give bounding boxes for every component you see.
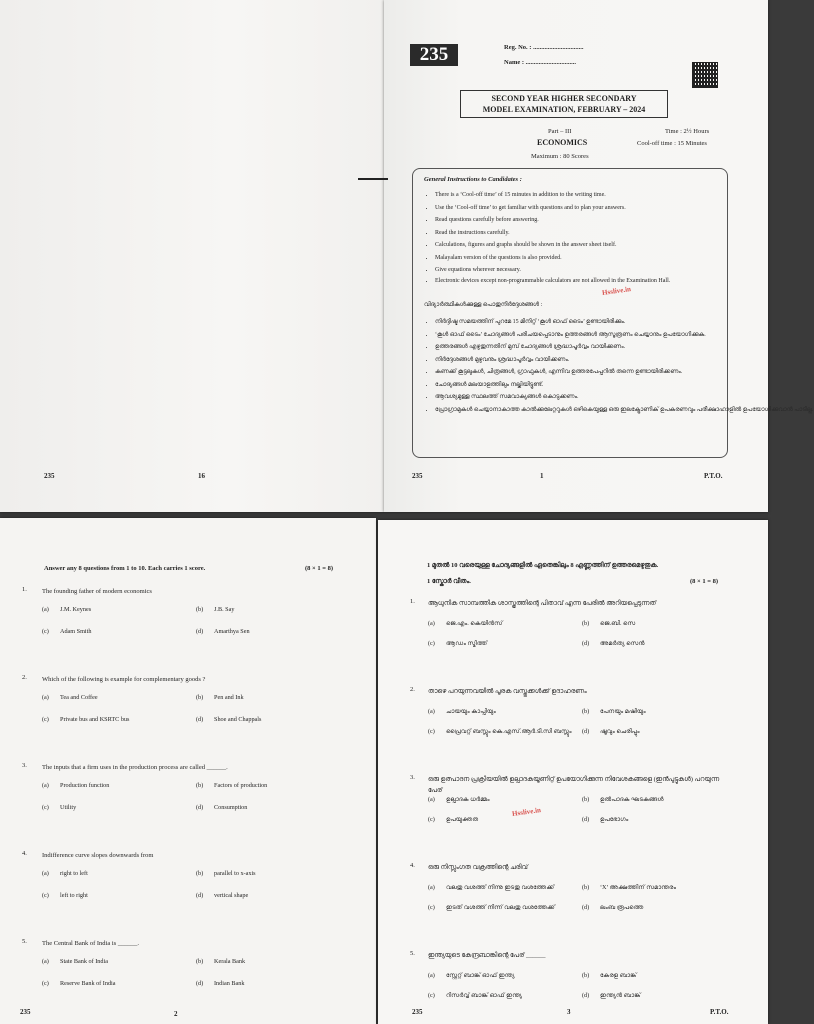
name-label: Name : ............................... — [504, 59, 577, 66]
maximum-score: Maximum : 80 Scores — [531, 153, 589, 160]
option-label-b: (b) — [196, 694, 204, 701]
question-number: 2. — [22, 674, 27, 681]
option-b: Kerala Bank — [214, 958, 246, 965]
instruction-item: • Electronic devices except non-programmable calculators are not allowed in the Examination Hall. — [435, 277, 723, 285]
option-label-a: (a) — [428, 796, 435, 803]
option-label-c: (c) — [428, 728, 435, 735]
footer-pto: P.T.O. — [710, 1008, 729, 1016]
option-d: Indian Bank — [214, 980, 245, 987]
footer-code: 235 — [412, 1008, 423, 1016]
option-label-d: (d) — [582, 992, 590, 999]
instruction-item: • There is a ‘Cool-off time’ of 15 minutes in addition to the writing time. — [435, 189, 723, 202]
option-label-c: (c) — [428, 904, 435, 911]
option-a: ചായയും കാപ്പിയും — [446, 708, 496, 715]
page-16 — [0, 0, 384, 512]
question-text: താഴെ പറയുന്നവയിൽ പൂരക വസ്തുക്കൾക്ക് ഉദാഹരണം — [428, 688, 587, 695]
option-c: Reserve Bank of India — [60, 980, 116, 987]
option-label-d: (d) — [582, 728, 590, 735]
option-label-b: (b) — [582, 972, 590, 979]
option-label-a: (a) — [42, 606, 49, 613]
option-label-c: (c) — [42, 892, 49, 899]
option-a: State Bank of India — [60, 958, 108, 965]
option-a: സ്റ്റേറ്റ് ബാങ്ക് ഓഫ് ഇന്ത്യ — [446, 972, 515, 979]
option-d: ഉപഭോഗം — [600, 816, 629, 823]
option-a: J.M. Keynes — [60, 606, 92, 613]
instruction-item: • Give equations wherever necessary. — [435, 264, 723, 277]
question-text: Indifference curve slopes downwards from — [42, 852, 154, 859]
instruction-item: • Read the instructions carefully. — [435, 227, 723, 240]
part-label: Part – III — [548, 128, 572, 135]
option-label-c: (c) — [42, 628, 49, 635]
option-label-d: (d) — [196, 980, 204, 987]
option-label-a: (a) — [42, 694, 49, 701]
option-label-d: (d) — [196, 716, 204, 723]
option-label-b: (b) — [196, 958, 204, 965]
footer-page-number: 16 — [198, 472, 205, 480]
instruction-item: • Read questions carefully before answering. — [435, 214, 723, 227]
question-text: ഇന്ത്യയുടെ കേന്ദ്രബാങ്കിന്റെ പേര് ______ — [428, 952, 546, 959]
question-text: The inputs that a firm uses in the production process are called ______. — [42, 764, 228, 771]
option-label-c: (c) — [428, 816, 435, 823]
question-number: 2. — [410, 686, 415, 693]
question-number: 4. — [410, 862, 415, 869]
option-c: Private bus and KSRTC bus — [60, 716, 130, 723]
exam-title — [460, 90, 668, 118]
question-number: 1. — [410, 598, 415, 605]
option-label-a: (a) — [428, 884, 435, 891]
option-c: Utility — [60, 804, 77, 811]
option-b: parallel to x-axis — [214, 870, 256, 877]
option-label-d: (d) — [582, 640, 590, 647]
question-text: ഒരു ഉത്പാദന പ്രക്രിയയിൽ ഉല്പാദകയൂണിറ്റ് ഉപയോഗിക്കുന്ന നിവേശകങ്ങളെ (ഇൻപുട്ടുകൾ) പറയുന്ന പേര് — [428, 776, 720, 794]
option-b: Pen and Ink — [214, 694, 244, 701]
footer-page-number: 3 — [567, 1008, 571, 1016]
option-label-d: (d) — [196, 628, 204, 635]
section-score: (8 × 1 = 8) — [305, 565, 333, 572]
time-label: Time : 2½ Hours — [665, 128, 710, 135]
exam-title-line-1: SECOND YEAR HIGHER SECONDARY — [491, 94, 637, 103]
option-label-b: (b) — [582, 620, 590, 627]
footer-page-number: 1 — [540, 472, 544, 480]
option-d: Shoe and Chappals — [214, 716, 262, 723]
option-a: ഉല്പാദക ധർമ്മം — [446, 796, 490, 803]
malayalam-instructions-heading: വിദ്യാർത്ഥികൾക്കുള്ള പൊതുനിർദ്ദേശങ്ങൾ : — [424, 302, 543, 308]
option-a: Tea and Coffee — [60, 694, 98, 701]
question-text: ആധുനിക സാമ്പത്തിക ശാസ്ത്രത്തിന്റെ പിതാവ് എന്ന പേരിൽ അറിയപ്പെടുന്നത് — [428, 600, 657, 607]
question-number: 4. — [22, 850, 27, 857]
subject-label: ECONOMICS — [537, 138, 588, 147]
option-b: കേരള ബാങ്ക് — [600, 972, 637, 979]
option-label-b: (b) — [196, 870, 204, 877]
option-b: പേനയും മഷിയും — [600, 708, 646, 715]
option-label-b: (b) — [582, 884, 590, 891]
option-label-a: (a) — [42, 782, 49, 789]
malayalam-instruction-item: • കണക്ക് കൂട്ടലുകൾ, ചിത്രങ്ങൾ, ഗ്രാഫുകൾ, എന്നിവ ഉത്തരപേപ്പറിൽ തന്നെ ഉണ്ടായിരിക്കണം. — [435, 367, 723, 378]
question-code-box: 235 — [410, 44, 458, 66]
question-text: Which of the following is example for complementary goods ? — [42, 676, 206, 683]
cooloff-label: Cool-off time : 15 Minutes — [637, 140, 707, 147]
option-c: റിസർവ്വ് ബാങ്ക് ഓഫ് ഇന്ത്യ — [446, 992, 523, 999]
option-d: ലംബ രൂപത്തെ — [600, 904, 644, 911]
malayalam-instruction-item: • ചോദ്യങ്ങൾ മലയാളത്തിലും നല്കിയിട്ടുണ്ട്. — [435, 380, 723, 391]
instructions-list — [423, 189, 723, 285]
option-label-b: (b) — [582, 708, 590, 715]
watermark: Hsslive.in — [601, 285, 632, 297]
option-label-a: (a) — [428, 972, 435, 979]
option-label-d: (d) — [196, 892, 204, 899]
option-c: Adam Smith — [60, 628, 92, 635]
question-text: The founding father of modern economics — [42, 588, 152, 595]
reg-no-label: Reg. No. : ............................... — [504, 44, 584, 51]
option-label-a: (a) — [42, 958, 49, 965]
option-label-b: (b) — [196, 606, 204, 613]
malayalam-instruction-item: • ആവശ്യമുള്ള സ്ഥലത്ത് സമവാക്യങ്ങൾ കൊടുക്കണം. — [435, 392, 723, 403]
option-d: ഷൂവും ചെരിപ്പും — [600, 728, 640, 735]
option-label-c: (c) — [42, 804, 49, 811]
question-number: 3. — [410, 774, 415, 781]
option-d: Amarthya Sen — [214, 628, 250, 635]
instruction-item: • Calculations, figures and graphs should be shown in the answer sheet itself. — [435, 239, 723, 252]
footer-pto: P.T.O. — [704, 472, 723, 480]
option-c: പ്രൈവറ്റ് ബസ്സും കെ.എസ്.ആർ.ടി.സി ബസ്സും — [446, 728, 572, 735]
option-a: വലതു വശത്ത് നിന്നു ഇടതു വശത്തേക്ക് — [446, 884, 555, 891]
question-number: 5. — [22, 938, 27, 945]
option-label-c: (c) — [428, 640, 435, 647]
option-d: ഇന്ത്യൻ ബാങ്ക് — [600, 992, 641, 999]
page-3-malayalam — [378, 520, 768, 1024]
footer-page-number: 2 — [174, 1010, 178, 1018]
option-a: Production function — [60, 782, 110, 789]
footer-code: 235 — [20, 1008, 31, 1016]
option-label-b: (b) — [196, 782, 204, 789]
option-label-b: (b) — [582, 796, 590, 803]
instruction-item: • Malayalam version of the questions is also provided. — [435, 252, 723, 265]
option-label-d: (d) — [196, 804, 204, 811]
footer-code: 235 — [412, 472, 423, 480]
option-a: right to left — [60, 870, 88, 877]
option-b: ജെ.ബി. സെ — [600, 620, 636, 627]
footer-code: 235 — [44, 472, 55, 480]
watermark: Hsslive.in — [511, 806, 542, 818]
option-d: അമർത്യ സെൻ — [600, 640, 645, 647]
malayalam-instruction-item: • ഉത്തരങ്ങൾ എഴുതുന്നതിന് മുമ്പ് ചോദ്യങ്ങൾ ശ്രദ്ധാപൂർവ്വം വായിക്കണം. — [435, 342, 723, 353]
option-a: ജെ.എം. കെയിൻസ് — [446, 620, 503, 627]
option-label-a: (a) — [428, 708, 435, 715]
option-c: left to right — [60, 892, 88, 899]
exam-title-line-2: MODEL EXAMINATION, FEBRUARY – 2024 — [482, 105, 646, 114]
option-label-d: (d) — [582, 904, 590, 911]
margin-mark — [358, 178, 388, 180]
option-label-c: (c) — [42, 980, 49, 987]
option-c: ആഡം സ്മിത്ത് — [446, 640, 488, 647]
question-number: 1. — [22, 586, 27, 593]
section-header: 1 മുതൽ 10 വരെയുള്ള ചോദ്യങ്ങളിൽ ഏതെങ്കിലും 8 എണ്ണത്തിന് ഉത്തരമെഴുതുക. — [427, 562, 659, 569]
malayalam-instruction-item: • പ്രോഗ്രാമുകൾ ചെയ്യാനാകാത്ത കാൽക്കുലേറ്ററുകൾ ഒഴികെയുള്ള ഒരു ഇലക്ട്രോണിക് ഉപകരണവും പരീക്ഷാഹാളിൽ ഉപയോഗിക്കുവാൻ പാടില്ല. — [435, 405, 723, 416]
instruction-item: • Use the ‘Cool-off time’ to get familiar with questions and to plan your answers. — [435, 202, 723, 215]
instructions-heading: General Instructions to Candidates : — [424, 176, 522, 183]
option-label-a: (a) — [428, 620, 435, 627]
qr-code — [692, 62, 718, 88]
malayalam-instruction-item: • ‘കൂൾ ഓഫ് ടൈം’ ചോദ്യങ്ങൾ പരിചയപ്പെടാനും ഉത്തരങ്ങൾ ആസൂത്രണം ചെയ്യാനും ഉപയോഗിക്കുക. — [435, 330, 723, 341]
option-d: Consumption — [214, 804, 248, 811]
option-b: ഉൽപാദക ഘടകങ്ങൾ — [600, 796, 664, 803]
option-label-c: (c) — [428, 992, 435, 999]
instructions-box — [412, 168, 814, 458]
question-number: 3. — [22, 762, 27, 769]
option-b: J.B. Say — [214, 606, 235, 613]
option-label-a: (a) — [42, 870, 49, 877]
option-c: ഉപയുക്തത — [446, 816, 479, 823]
option-label-c: (c) — [42, 716, 49, 723]
malayalam-instruction-item: • നിർദ്ദേശങ്ങൾ മുഴുവനും ശ്രദ്ധാപൂർവ്വം വായിക്കണം. — [435, 355, 723, 366]
question-text: ഒരു നിസ്സംഗത വക്രത്തിന്റെ ചരിവ് — [428, 864, 528, 871]
malayalam-instruction-item: • നിർദ്ദിഷ്ട സമയത്തിന് പുറമേ 15 മിനിറ്റ് ‘കൂൾ ഓഫ് ടൈം’ ഉണ്ടായിരിക്കും. — [435, 317, 723, 328]
section-score: (8 × 1 = 8) — [690, 578, 718, 585]
question-number: 5. — [410, 950, 415, 957]
question-text: The Central Bank of India is ______. — [42, 940, 139, 947]
section-header: Answer any 8 questions from 1 to 10. Each carries 1 score. — [44, 565, 206, 572]
option-b: ‘X’ അക്ഷത്തിന് സമാന്തരം — [600, 884, 677, 891]
section-header-2: 1 സ്കോർ വീതം. — [427, 578, 471, 585]
option-c: ഇടത് വശത്ത് നിന്ന് വലതു വശത്തേക്ക് — [446, 904, 555, 911]
malayalam-instructions-list — [423, 317, 814, 417]
option-d: vertical shape — [214, 892, 249, 899]
option-b: Factors of production — [214, 782, 268, 789]
option-label-d: (d) — [582, 816, 590, 823]
